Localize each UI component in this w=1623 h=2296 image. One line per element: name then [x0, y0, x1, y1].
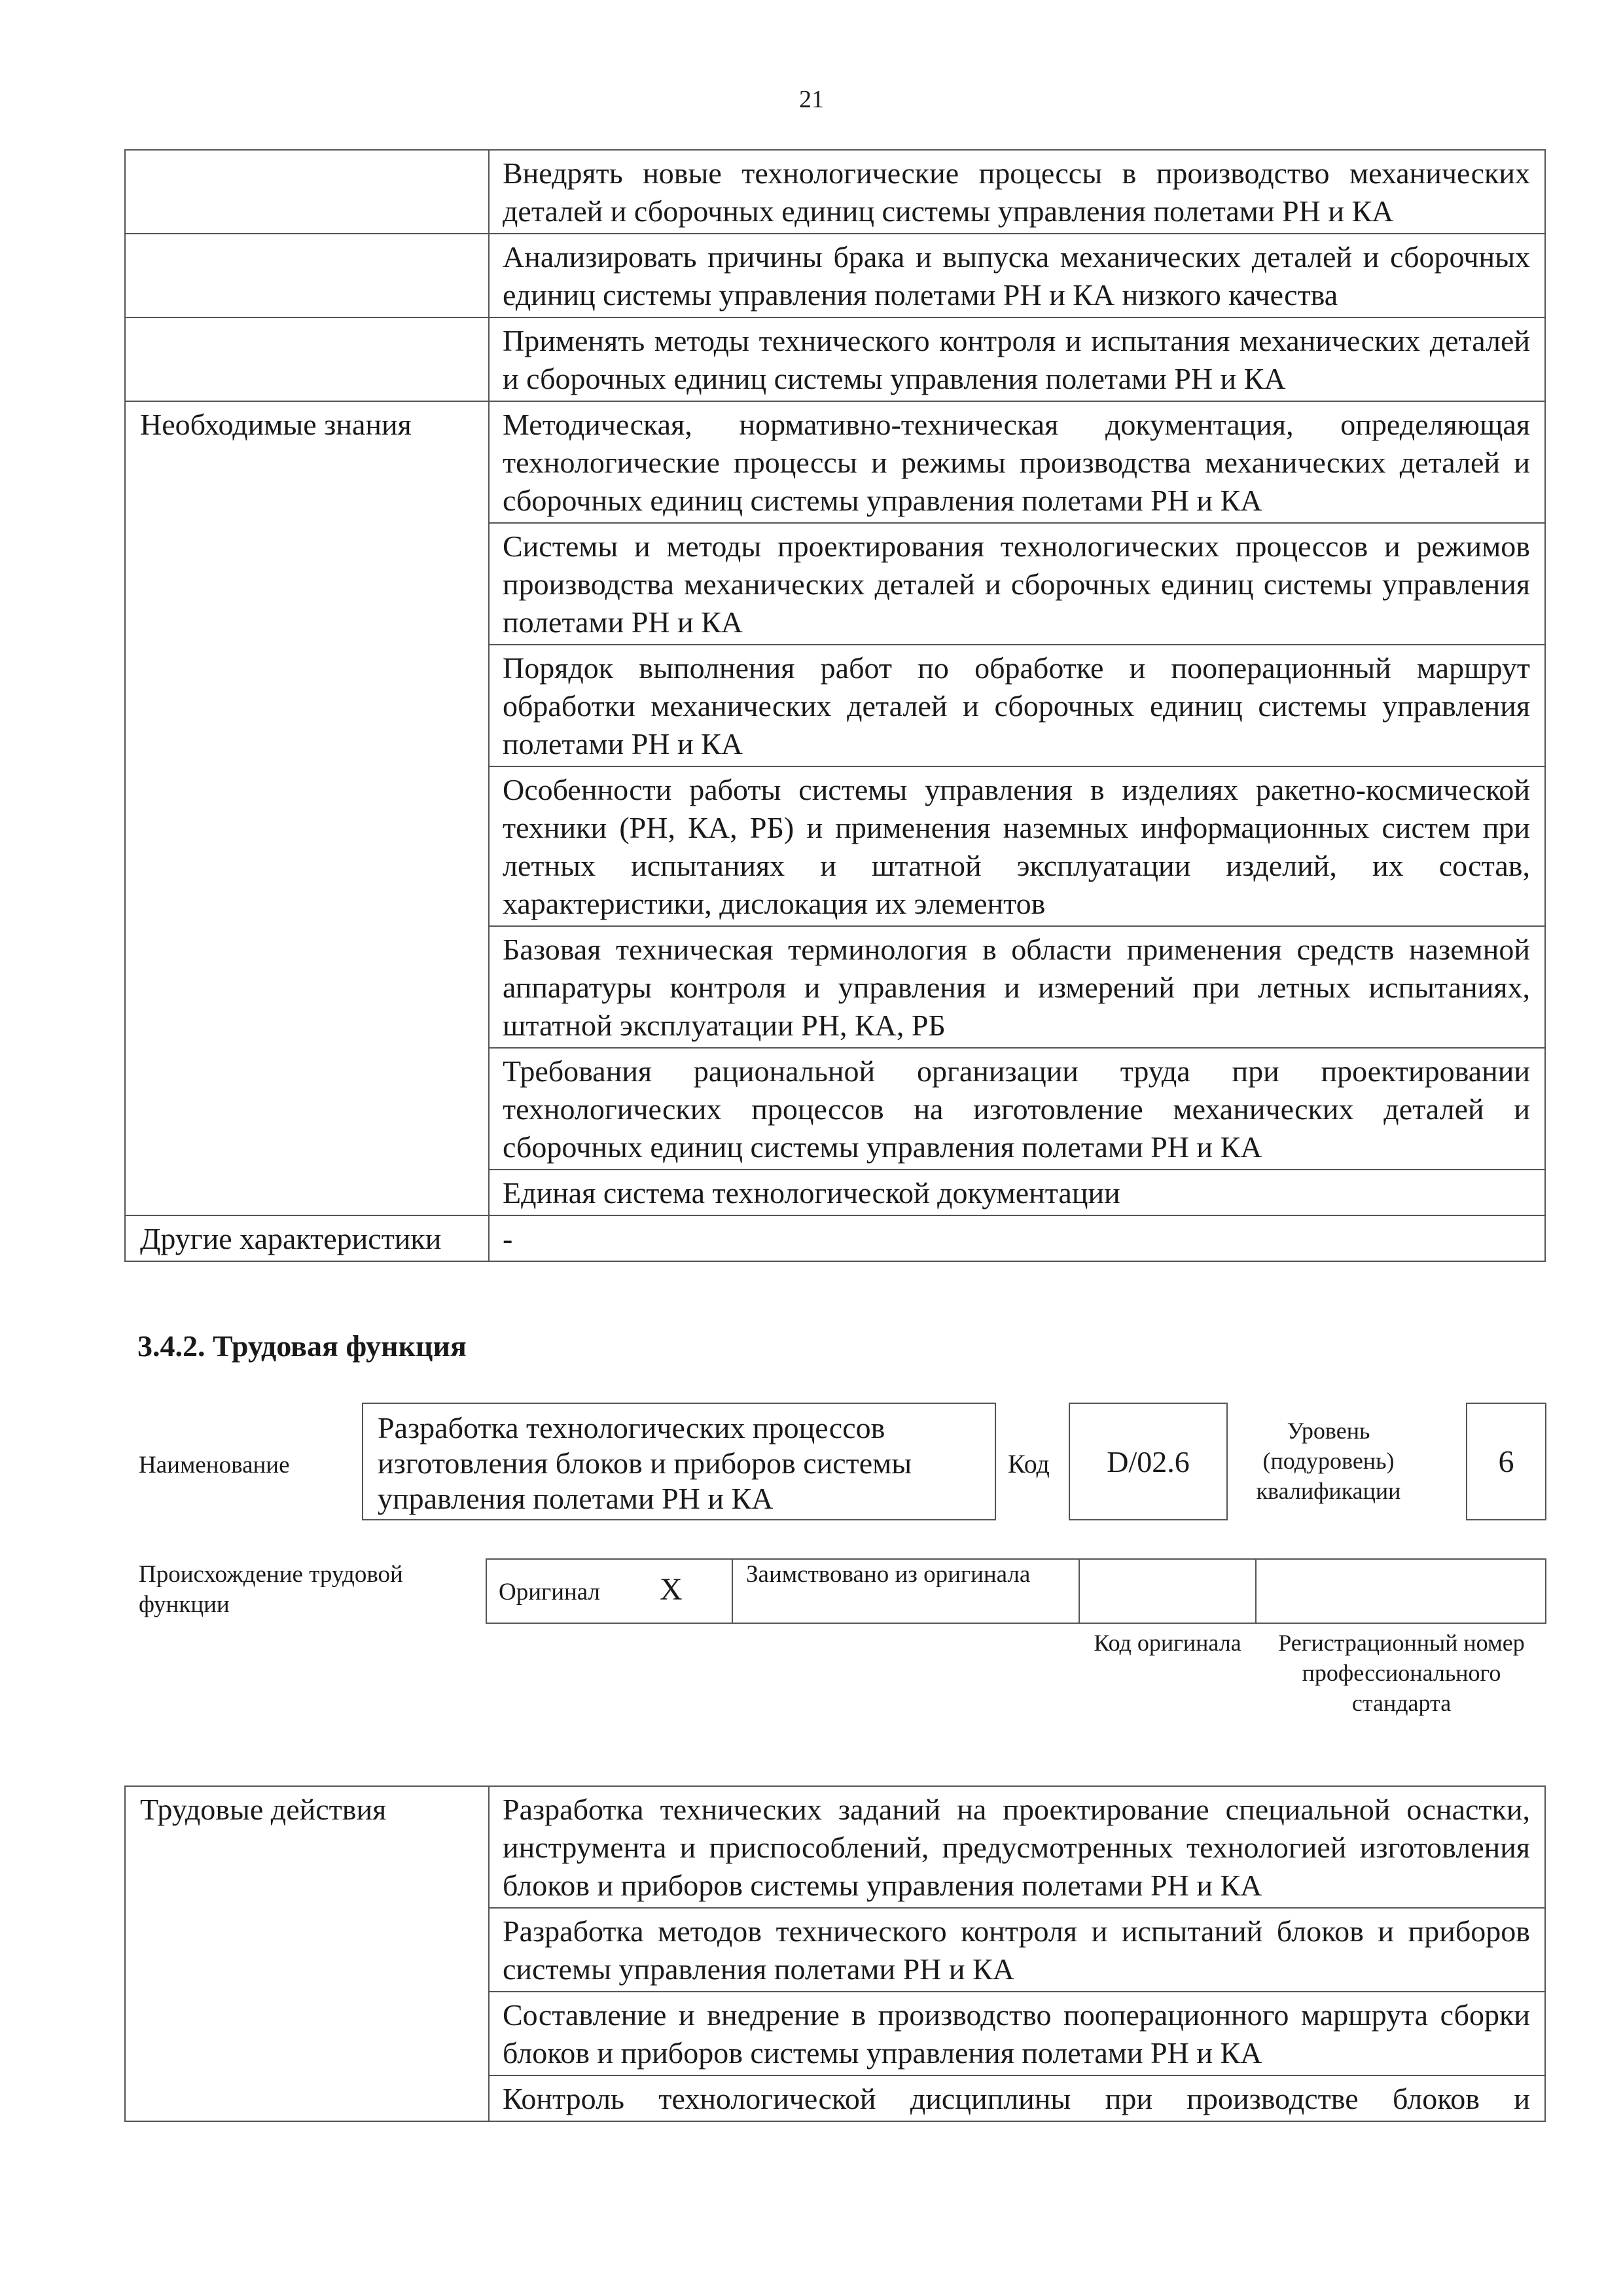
- original-mark: X: [660, 1572, 683, 1607]
- level-value-box: 6: [1466, 1403, 1546, 1520]
- knowledge-cell: Системы и методы проектирования технологических процессов и режимов производства механических деталей и сборочных единиц системы управления полетами РН и КА: [489, 523, 1545, 645]
- function-name-box: Разработка технологических процессов изготовления блоков и приборов системы управления полетами РН и КА: [362, 1403, 996, 1520]
- name-label: Наименование: [139, 1452, 290, 1479]
- borrowed-label: Заимствовано из оригинала: [746, 1561, 1031, 1588]
- original-label: Оригинал: [499, 1579, 601, 1605]
- section-heading: 3.4.2. Трудовая функция: [137, 1329, 467, 1363]
- skill-cell: Внедрять новые технологические процессы в производство механических деталей и сборочных единиц системы управления полетами РН и КА: [489, 150, 1545, 234]
- origin-divider: [1255, 1558, 1257, 1624]
- action-cell: Разработка методов технического контроля и испытаний блоков и приборов системы управления полетами РН и КА: [489, 1908, 1545, 1992]
- code-label: Код: [1008, 1449, 1050, 1479]
- table-row: [125, 234, 1545, 317]
- knowledge-cell: Единая система технологической документации: [489, 1170, 1545, 1215]
- knowledge-label: Необходимые знания: [125, 401, 489, 1215]
- table-row: [125, 401, 1545, 523]
- knowledge-cell: Требования рациональной организации труда при проектировании технологических процессов на изготовление механических деталей и сборочных единиц системы управления полетами РН и КА: [489, 1048, 1545, 1170]
- code-caption: Код оригинала: [1094, 1630, 1241, 1656]
- empty-label-cell: [125, 234, 489, 317]
- page-number: 21: [799, 86, 824, 113]
- empty-label-cell: [125, 150, 489, 234]
- table-row: [125, 150, 1545, 234]
- knowledge-cell: Особенности работы системы управления в изделиях ракетно-космической техники (РН, КА, РБ) и применения наземных информационных систем при летных испытаниях и штатной эксплуатации изделий, их состав, характеристики, дислокация их элементов: [489, 766, 1545, 926]
- level-label: Уровень (подуровень) квалификации: [1256, 1418, 1401, 1504]
- table-row: [125, 317, 1545, 401]
- knowledge-cell: Порядок выполнения работ по обработке и пооперационный маршрут обработки механических деталей и сборочных единиц системы управления полетами РН и КА: [489, 645, 1545, 766]
- table-row: [125, 1215, 1545, 1261]
- knowledge-cell: Методическая, нормативно-техническая документация, определяющая технологические процессы и режимы производства механических деталей и сборочных единиц системы управления полетами РН и КА: [489, 401, 1545, 523]
- origin-divider: [1079, 1558, 1080, 1624]
- table-row: [125, 1786, 1545, 1908]
- actions-table: [124, 1785, 1546, 2122]
- reg-caption: Регистрационный номер профессионального стандарта: [1278, 1630, 1525, 1716]
- empty-label-cell: [125, 317, 489, 401]
- action-cell: Разработка технических заданий на проектирование специальной оснастки, инструмента и приспособлений, предусмотренных технологией изготовления блоков и приборов системы управления полетами РН и КА: [489, 1786, 1545, 1908]
- action-cell: Составление и внедрение в производство пооперационного маршрута сборки блоков и приборов системы управления полетами РН и КА: [489, 1992, 1545, 2075]
- other-value: -: [489, 1215, 1545, 1261]
- action-cell: Контроль технологической дисциплины при производстве блоков и: [489, 2075, 1545, 2121]
- origin-divider: [732, 1558, 733, 1624]
- other-label: Другие характеристики: [125, 1215, 489, 1261]
- characteristics-table: [124, 149, 1546, 1262]
- skill-cell: Анализировать причины брака и выпуска механических деталей и сборочных единиц системы управления полетами РН и КА низкого качества: [489, 234, 1545, 317]
- origin-label: Происхождение трудовой функции: [139, 1561, 403, 1618]
- skill-cell: Применять методы технического контроля и испытания механических деталей и сборочных единиц системы управления полетами РН и КА: [489, 317, 1545, 401]
- actions-label: Трудовые действия: [125, 1786, 489, 2121]
- knowledge-cell: Базовая техническая терминология в области применения средств наземной аппаратуры контроля и управления и измерений при летных испытаниях, штатной эксплуатации РН, КА, РБ: [489, 926, 1545, 1048]
- code-value-box: D/02.6: [1069, 1403, 1228, 1520]
